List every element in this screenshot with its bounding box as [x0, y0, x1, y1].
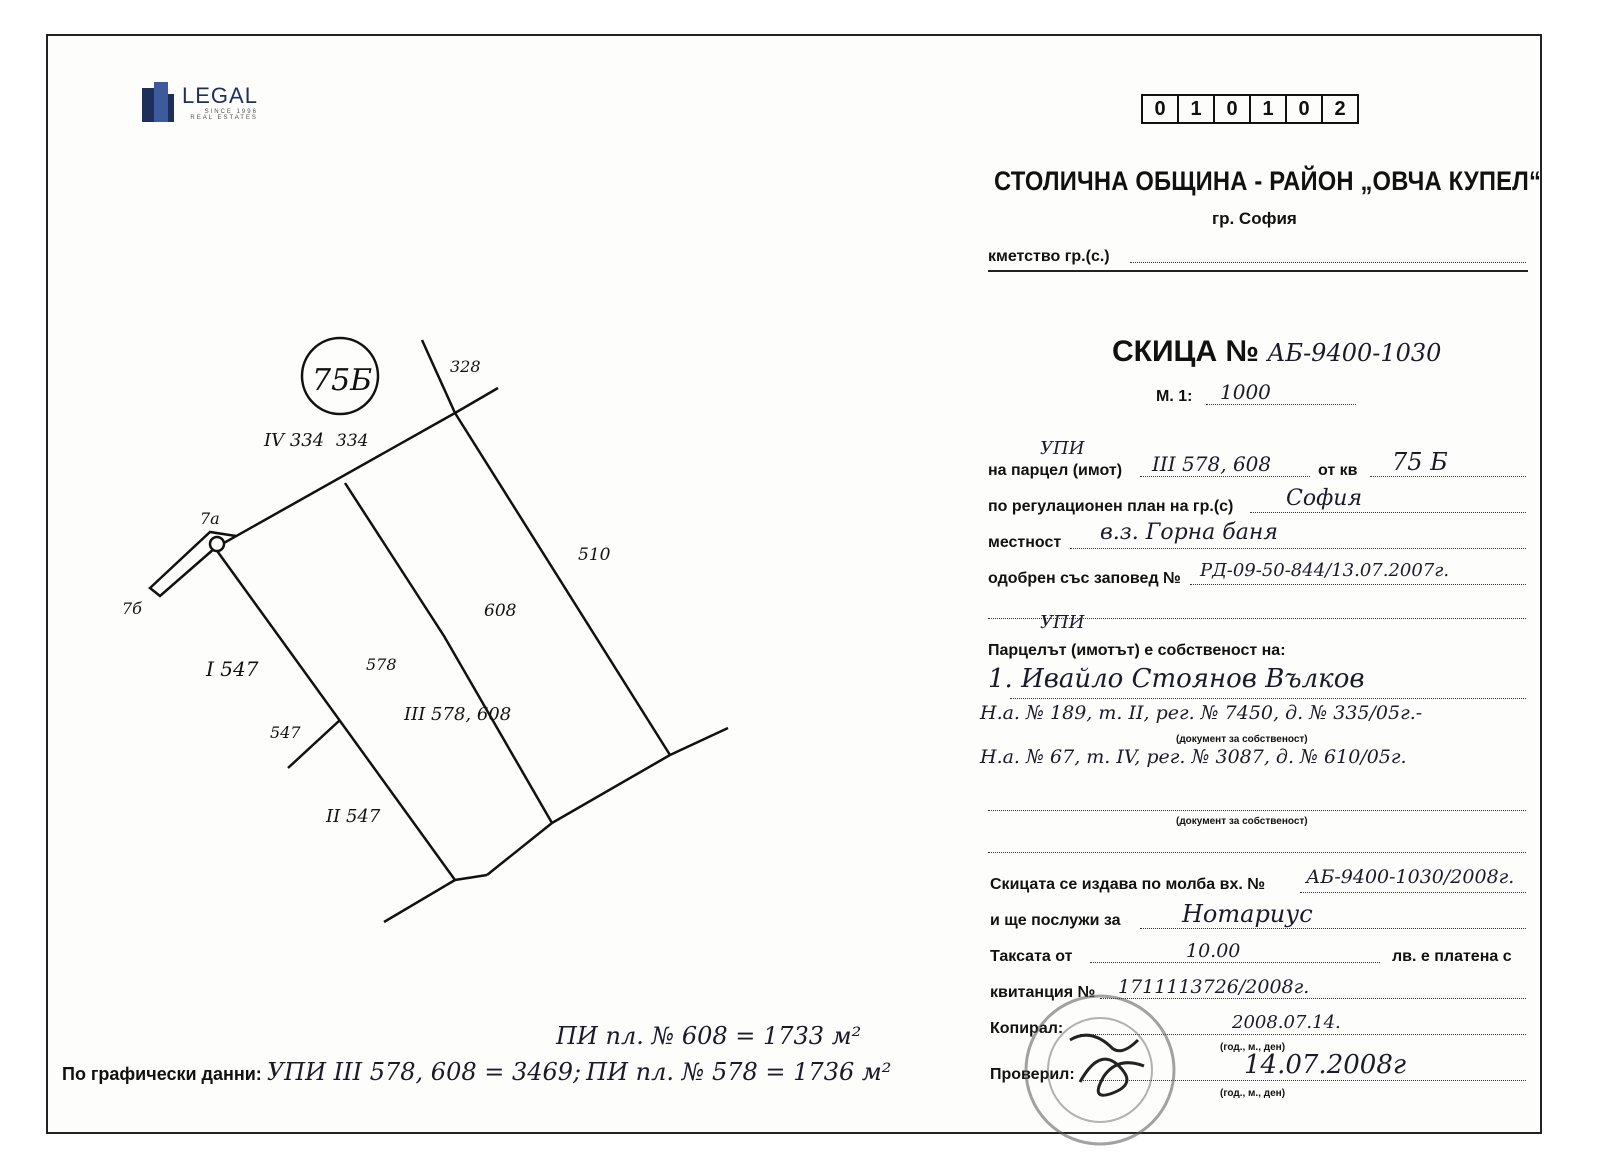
boundary-north: [215, 413, 455, 548]
map-label-7b: 7б: [122, 599, 142, 618]
sketch-number: АБ-9400-1030: [1267, 339, 1442, 367]
pi-578-area: ПИ пл. № 578 = 1736 м²: [586, 1058, 892, 1086]
order-label: одобрен със заповед №: [988, 570, 1181, 587]
map-label-510: 510: [578, 545, 611, 565]
map-label-upi: III 578, 608: [404, 704, 512, 725]
boundary-south-2: [487, 823, 552, 875]
plan-label: по регулационен план на гр.(с): [988, 498, 1234, 515]
map-label-iv334: IV 334: [264, 430, 325, 451]
sketch-title-prefix: СКИЦА №: [1112, 335, 1259, 368]
kv-value: 75 Б: [1392, 448, 1448, 476]
parcel-label: на парцел (имот): [988, 462, 1123, 479]
parcel-value: III 578, 608: [1152, 452, 1272, 476]
city-subtitle: гр. София: [1212, 209, 1297, 228]
deed-1: Н.а. № 189, т. II, рег. № 7450, д. № 335/05г.-: [980, 702, 1423, 724]
graphic-data-label: По графически данни:: [62, 1064, 262, 1084]
digit-box: 1: [1179, 96, 1215, 122]
receipt-label: квитанция №: [990, 984, 1096, 1001]
deed-note-1: (документ за собственост): [1176, 734, 1308, 745]
boundary-south-3: [455, 875, 487, 880]
map-label-i547: I 547: [206, 657, 259, 681]
survey-point: [210, 537, 224, 551]
logo-word: LEGAL: [182, 83, 258, 108]
boundary-east-ext: [670, 728, 728, 755]
header-divider: [988, 270, 1528, 272]
fee-value: 10.00: [1186, 940, 1241, 962]
digit-box: 0: [1143, 96, 1179, 122]
locality-value: в.з. Горна баня: [1100, 520, 1278, 545]
graphic-data-line: [62, 1058, 891, 1086]
request-label: Скицата се издава по молба вх. №: [990, 876, 1266, 893]
checked-date: 14.07.2008г: [1244, 1050, 1407, 1080]
official-stamp: [1000, 990, 1200, 1150]
deed-note-2: (документ за собственост): [1176, 816, 1308, 827]
map-label-608: 608: [484, 601, 517, 621]
scale-value: 1000: [1220, 380, 1271, 404]
map-label-547: 547: [270, 723, 301, 742]
checked-note: (год., м., ден): [1220, 1088, 1286, 1099]
copied-note: (год., м., ден): [1220, 1042, 1286, 1053]
plan-value: София: [1286, 486, 1363, 511]
digit-box: 1: [1251, 96, 1287, 122]
owner-name: 1. Ивайло Стоянов Вълков: [988, 664, 1365, 694]
logo-since: SINCE 1996: [204, 109, 258, 115]
purpose-value: Нотариус: [1182, 900, 1313, 928]
checked-label: Проверил:: [990, 1066, 1075, 1083]
map-label-578: 578: [366, 655, 397, 674]
pi-608-area: ПИ пл. № 608 = 1733 м²: [556, 1022, 862, 1050]
map-label-7a: 7а: [200, 509, 220, 528]
sketch-title: [1112, 335, 1441, 369]
boundary-328: [422, 340, 455, 413]
scale-label: М. 1:: [1156, 388, 1193, 405]
digit-box: 0: [1215, 96, 1251, 122]
deed-2: Н.а. № 67, т. IV, рег. № 3087, д. № 610/05г.: [980, 746, 1407, 768]
map-label-334: 334: [336, 431, 369, 451]
boundary-north-ext: [455, 388, 498, 413]
logo-subtitle: REAL ESTATES: [190, 115, 258, 121]
purpose-label: и ще послужи за: [990, 912, 1121, 929]
receipt-value: 1711113726/2008г.: [1118, 976, 1310, 998]
map-label-328: 328: [450, 357, 481, 376]
request-value: АБ-9400-1030/2008г.: [1306, 866, 1515, 888]
order-value: РД-09-50-844/13.07.2007г.: [1200, 560, 1450, 581]
fee-suffix: лв. е платена с: [1392, 948, 1512, 965]
upi-area: УПИ III 578, 608 = 3469;: [266, 1058, 582, 1086]
mayoralty-label: кметство гр.(с.): [988, 248, 1110, 265]
digit-box: 2: [1334, 97, 1346, 120]
locality-label: местност: [988, 534, 1062, 551]
owner-label: Парцелът (имотът) е собственост на:: [988, 642, 1286, 659]
kv-label: от кв: [1318, 462, 1358, 479]
digit-box: 0: [1287, 96, 1323, 122]
fee-label: Таксата от: [990, 948, 1073, 965]
copied-date: 2008.07.14.: [1232, 1012, 1341, 1033]
boundary-south-1: [552, 755, 670, 823]
upi-mark-owner: УПИ: [1040, 612, 1085, 633]
upi-mark: УПИ: [1040, 438, 1085, 459]
map-label-block: 75Б: [312, 363, 373, 398]
municipality-title: СТОЛИЧНА ОБЩИНА - РАЙОН „ОВЧА КУПЕЛ“: [994, 166, 1542, 196]
map-label-ii547: II 547: [326, 806, 381, 827]
boundary-south-ext: [384, 880, 455, 922]
copied-label: Копирал:: [990, 1020, 1064, 1037]
document-number: [1141, 94, 1359, 124]
